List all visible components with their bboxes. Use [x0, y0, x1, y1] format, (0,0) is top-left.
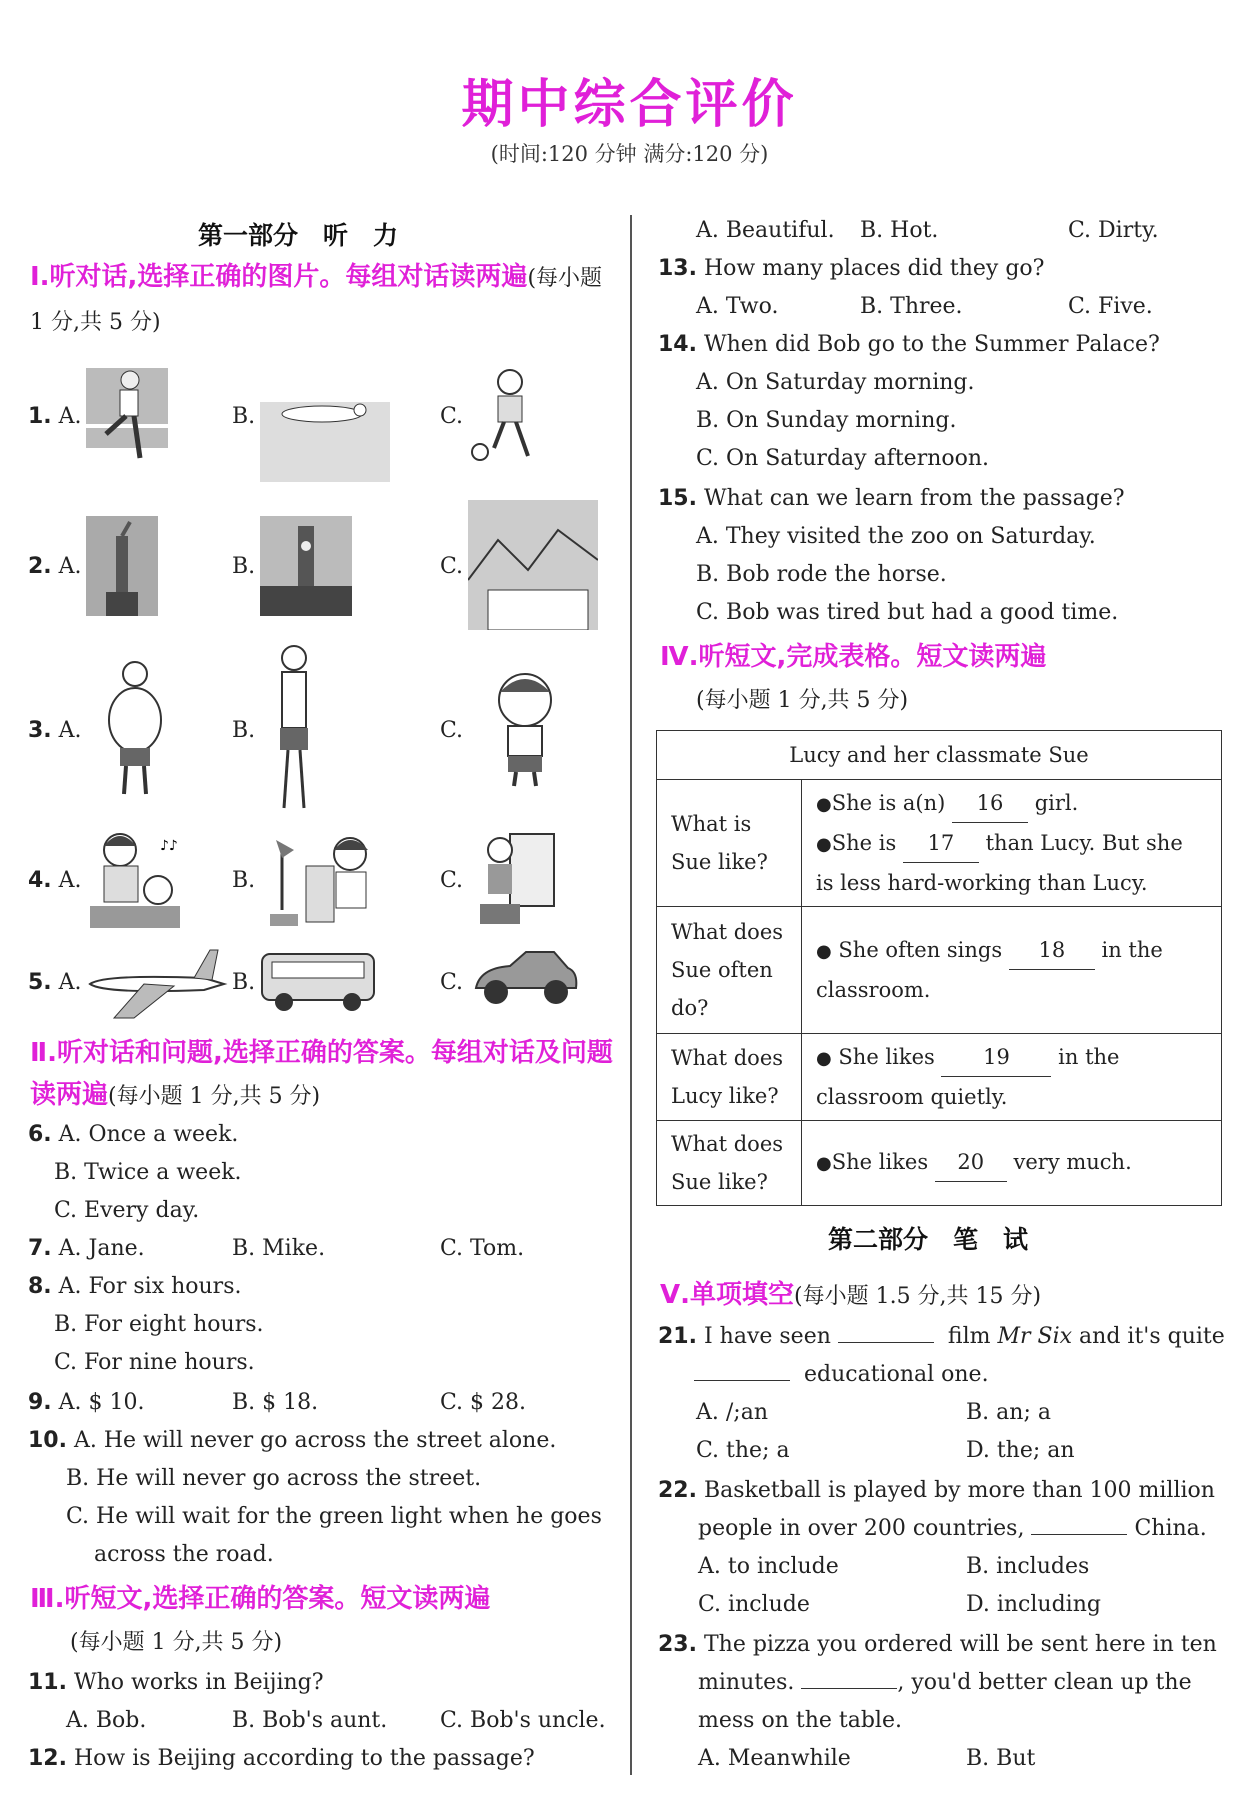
question-9 [28, 1384, 145, 1422]
svg-text:♪♪: ♪♪ [160, 838, 178, 854]
question-23 [658, 1626, 1238, 1740]
big-ben-image [260, 516, 352, 616]
option-c: C. On Saturday afternoon. [696, 446, 990, 471]
exam-info: (时间:120 分钟 满分:120 分) [490, 142, 769, 166]
pic-row-5 [28, 964, 82, 1002]
row-text: than Lucy. But she [985, 831, 1183, 855]
question-number: 8. [28, 1274, 52, 1299]
question-number: 12. [28, 1746, 67, 1771]
option-c: C. the; a [696, 1438, 790, 1463]
option-b: B. an; a [966, 1400, 1051, 1425]
question-22 [658, 1472, 1238, 1548]
row-text: in the classroom. [816, 938, 1163, 1002]
section-5-note: (每小题 1.5 分,共 15 分) [794, 1284, 1042, 1309]
table-answer [802, 907, 1222, 1034]
question-text: , you'd better clean up the [897, 1670, 1192, 1695]
girl-music-image [90, 826, 190, 930]
option-b: B. He will never go across the street. [66, 1466, 482, 1491]
pic-row-1 [28, 398, 82, 436]
option-c: C. Bob was tired but had a good time. [696, 600, 1119, 625]
question-number: 5. [28, 970, 52, 995]
option-b: B. [232, 868, 256, 893]
q12-option-a: A. Beautiful. [696, 218, 835, 243]
pic-row-4 [28, 862, 82, 900]
thin-man-image [264, 644, 324, 814]
question-text: China. [1134, 1516, 1207, 1541]
question-10 [28, 1422, 628, 1574]
question-7 [28, 1230, 145, 1268]
table-question: What does Sue often do? [657, 907, 802, 1034]
section-3-heading [30, 1578, 615, 1664]
table-answer [802, 1034, 1222, 1121]
option-a: A. For six hours. [58, 1274, 242, 1299]
question-text: The pizza you ordered will be sent here in ten [703, 1632, 1217, 1657]
option-d: D. including [966, 1592, 1101, 1617]
section-1-note: (每小题 1 分,共 5 分) [30, 266, 603, 335]
question-text: Basketball is played by more than 100 million [703, 1478, 1215, 1503]
question-number: 15. [658, 486, 697, 511]
option-b: B. Mike. [232, 1236, 326, 1261]
option-a: A. Meanwhile [698, 1746, 851, 1771]
option-a: A. to include [698, 1554, 839, 1579]
fat-man-image [100, 660, 170, 800]
q12-option-c: C. Dirty. [1068, 218, 1159, 243]
answer-blank[interactable] [694, 1380, 790, 1381]
option-a: A. /;an [696, 1400, 768, 1425]
question-number: 4. [28, 868, 52, 893]
part-one-title: 第一部分 听 力 [198, 221, 399, 250]
question-number: 11. [28, 1670, 67, 1695]
blank-18[interactable]: 18 [1009, 931, 1095, 970]
question-text: What can we learn from the passage? [703, 486, 1125, 511]
row-text: She likes [838, 1045, 935, 1069]
section-3-title: Ⅲ.听短文,选择正确的答案。短文读两遍 [30, 1584, 491, 1614]
question-text: mess on the table. [698, 1708, 902, 1733]
question-number: 6. [28, 1122, 52, 1147]
girl-reading-image [270, 830, 380, 930]
option-a: A. [58, 718, 82, 743]
question-number: 13. [658, 256, 697, 281]
option-b: B. But [966, 1746, 1036, 1771]
question-text: How many places did they go? [703, 256, 1045, 281]
option-b: B. Bob rode the horse. [696, 562, 947, 587]
section-4-note: (每小题 1 分,共 5 分) [696, 688, 909, 713]
section-4-heading [660, 636, 1245, 722]
section-2-note: (每小题 1 分,共 5 分) [108, 1084, 321, 1109]
option-a: A. [58, 868, 82, 893]
part-two-title: 第二部分 笔 试 [828, 1225, 1029, 1254]
section-4-title: Ⅳ.听短文,完成表格。短文读两遍 [660, 642, 1047, 672]
option-b: B. For eight hours. [54, 1312, 264, 1337]
info-table [656, 730, 1222, 1206]
option-b: B. [232, 718, 256, 743]
option-c: C. include [698, 1592, 810, 1617]
option-b: B. includes [966, 1554, 1090, 1579]
question-8 [28, 1268, 618, 1382]
bullet-icon: ● [816, 834, 832, 855]
row-text: girl. [1034, 791, 1079, 815]
blank-20[interactable]: 20 [935, 1143, 1007, 1182]
question-text: I have seen [703, 1324, 831, 1349]
option-b: B. Twice a week. [54, 1160, 242, 1185]
question-number: 22. [658, 1478, 697, 1503]
question-text: Who works in Beijing? [73, 1670, 324, 1695]
option-c: C. [440, 868, 464, 893]
question-21 [658, 1318, 1238, 1394]
page-title: 期中综合评价 [461, 75, 798, 135]
option-a: A. Bob. [66, 1708, 147, 1733]
option-a: A. They visited the zoo on Saturday. [696, 524, 1096, 549]
table-answer [802, 780, 1222, 907]
option-c: C. Every day. [54, 1198, 200, 1223]
runner-image [86, 368, 168, 466]
table-question: What does Lucy like? [657, 1034, 802, 1121]
option-a: A. [58, 554, 82, 579]
section-3-note: (每小题 1 分,共 5 分) [70, 1630, 283, 1655]
question-number: 7. [28, 1236, 52, 1261]
table-header: Lucy and her classmate Sue [657, 731, 1222, 780]
question-number: 3. [28, 718, 52, 743]
answer-blank[interactable] [838, 1342, 934, 1343]
option-a: A. [58, 970, 82, 995]
question-text: film [947, 1324, 991, 1349]
option-a: A. He will never go across the street alone. [73, 1428, 557, 1453]
statue-of-liberty-image [86, 516, 158, 616]
option-b: B. [232, 554, 256, 579]
option-c: C. [440, 970, 464, 995]
option-c: C. [440, 718, 464, 743]
option-a: A. [58, 404, 82, 429]
row-text: She likes [831, 1150, 929, 1174]
q12-option-b: B. Hot. [860, 218, 939, 243]
option-a: A. Jane. [58, 1236, 145, 1261]
row-text: She is a(n) [831, 791, 946, 815]
option-c: C. [440, 554, 464, 579]
question-number: 21. [658, 1324, 697, 1349]
bullet-icon: ● [816, 1048, 832, 1069]
option-c: C. $ 28. [440, 1390, 527, 1415]
boy-image [490, 670, 560, 790]
question-text: educational one. [804, 1362, 989, 1387]
blank-19[interactable]: 19 [941, 1038, 1051, 1077]
column-divider [630, 215, 632, 1775]
option-d: D. the; an [966, 1438, 1075, 1463]
option-c: C. For nine hours. [54, 1350, 255, 1375]
row-text: is less hard-working than Lucy. [816, 871, 1148, 895]
option-c: C. Tom. [440, 1236, 525, 1261]
great-wall-image [468, 500, 598, 630]
option-a: A. $ 10. [58, 1390, 145, 1415]
section-2-title: Ⅱ.听对话和问题,选择正确的答案。每组对话及问题读两遍 [30, 1038, 613, 1110]
question-number: 10. [28, 1428, 67, 1453]
option-c: C. [440, 404, 464, 429]
question-14 [658, 326, 1238, 478]
table-answer [802, 1121, 1222, 1206]
question-number: 2. [28, 554, 52, 579]
option-b: B. $ 18. [232, 1390, 319, 1415]
table-question: What is Sue like? [657, 780, 802, 907]
car-image [470, 948, 580, 1014]
blank-16[interactable]: 16 [952, 784, 1028, 823]
option-b: B. On Sunday morning. [696, 408, 957, 433]
row-text: in the classroom quietly. [816, 1045, 1120, 1109]
table-question: What does Sue like? [657, 1121, 802, 1206]
question-number: 1. [28, 404, 52, 429]
bullet-icon: ● [816, 941, 832, 962]
painting-image [470, 828, 562, 930]
question-text: minutes. [698, 1670, 795, 1695]
question-6 [28, 1116, 618, 1230]
bus-image [260, 950, 376, 1014]
row-text: She often sings [838, 938, 1003, 962]
section-1-heading [30, 256, 615, 344]
question-text: When did Bob go to the Summer Palace? [703, 332, 1160, 357]
option-b: B. Bob's aunt. [232, 1708, 388, 1733]
question-text: How is Beijing according to the passage? [73, 1746, 535, 1771]
option-c: C. Five. [1068, 294, 1153, 319]
question-15 [658, 480, 1238, 632]
section-2-heading [30, 1032, 615, 1118]
row-text: very much. [1013, 1150, 1132, 1174]
question-text: and it's quite [1079, 1324, 1225, 1349]
section-5-title: Ⅴ.单项填空 [660, 1280, 794, 1310]
question-11 [28, 1664, 324, 1702]
question-number: 9. [28, 1390, 52, 1415]
option-c: C. He will wait for the green light when he goes [66, 1504, 602, 1529]
option-a: A. Once a week. [58, 1122, 239, 1147]
option-c-cont: across the road. [94, 1542, 274, 1567]
blank-17[interactable]: 17 [903, 824, 979, 863]
bullet-icon: ● [816, 1153, 832, 1174]
question-number: 14. [658, 332, 697, 357]
section-1-title: Ⅰ.听对话,选择正确的图片。每组对话读两遍 [30, 262, 528, 292]
football-boy-image [466, 366, 546, 470]
row-text: She is [831, 831, 897, 855]
option-a: A. Two. [696, 294, 779, 319]
answer-blank[interactable] [801, 1688, 897, 1689]
option-b: B. [232, 404, 256, 429]
question-text: people in over 200 countries, [698, 1516, 1025, 1541]
question-number: 23. [658, 1632, 697, 1657]
film-title: Mr Six [997, 1324, 1073, 1349]
pic-row-3 [28, 712, 82, 750]
airplane-image [84, 944, 230, 1024]
option-b: B. Three. [860, 294, 963, 319]
answer-blank[interactable] [1031, 1534, 1127, 1535]
question-12 [28, 1740, 535, 1778]
option-c: C. Bob's uncle. [440, 1708, 606, 1733]
option-b: B. [232, 970, 256, 995]
pic-row-2 [28, 548, 82, 586]
swimmer-image [260, 392, 390, 482]
section-5-heading [660, 1274, 1245, 1318]
bullet-icon: ● [816, 794, 832, 815]
question-13 [658, 250, 1044, 288]
option-a: A. On Saturday morning. [696, 370, 975, 395]
